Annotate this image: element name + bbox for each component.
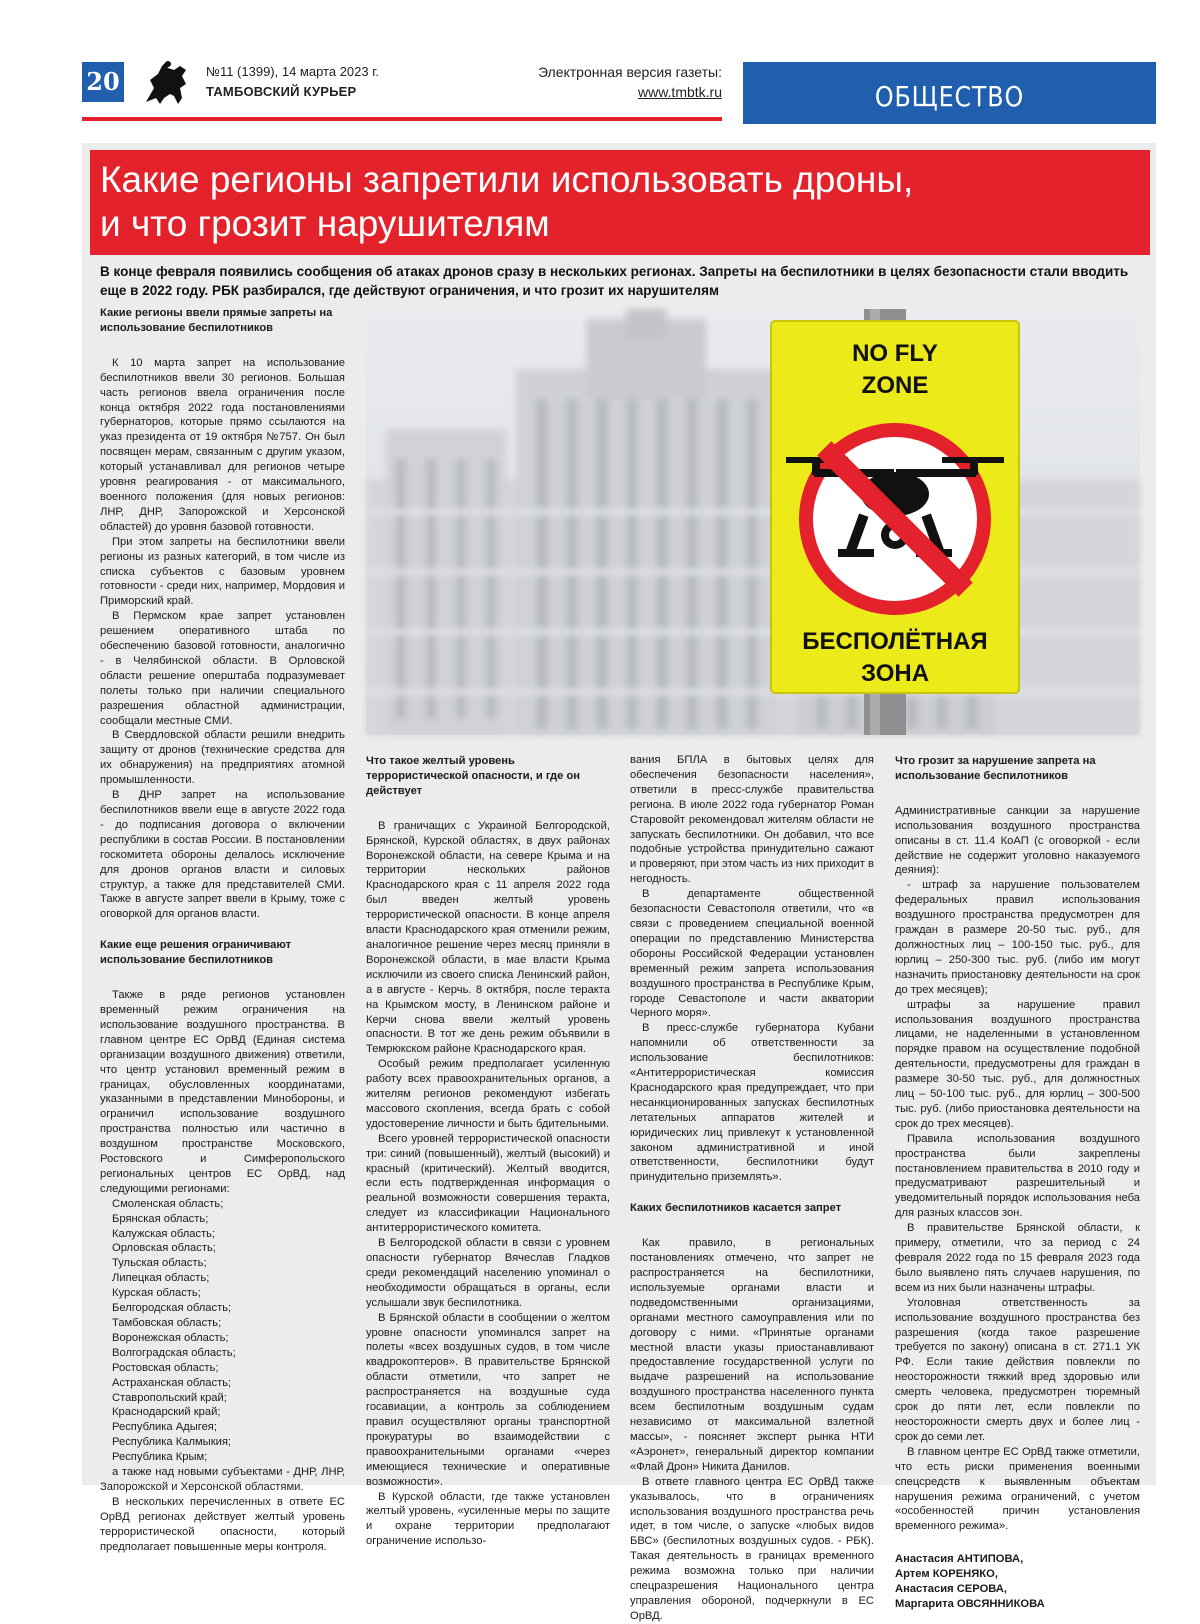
publication-name: ТАМБОВСКИЙ КУРЬЕР — [206, 84, 357, 99]
issue-number: №11 (1399), 14 марта 2023 г. — [206, 64, 379, 79]
article-photo — [366, 309, 1140, 735]
list-item: Тамбовская область; — [112, 1317, 222, 1329]
paragraph: В правительстве Брянской области, к примеру, отметили, что за период с 24 февраля 2022 года по 15 февраля 2023 года было выявлено пять случаев нарушения, по всем из них были назначены штрафы. — [895, 1222, 1140, 1294]
list-item: Смоленская область; — [112, 1197, 224, 1210]
sign-text-no-fly: NO FLY — [852, 340, 938, 367]
no-fly-zone-photo — [366, 309, 1140, 735]
sign-text-besp: БЕСПОЛЁТНАЯ — [802, 628, 988, 655]
section-tab — [743, 62, 1156, 124]
list-item: Республика Крым; — [112, 1451, 208, 1464]
paragraph: вания БПЛА в бытовых целях для обеспечения безопасности населения», ответили в пресс-службе правительства региона. В июле 2022 года губернатор Роман Старовойт рекомендовал жителям области не запускать беспилотники. Он добавил, что все подобные устройства принудительно сажают и проверяют, при этом часть из них приходит в негодность. — [630, 754, 874, 886]
list-item: Орловская область; — [112, 1242, 216, 1255]
paragraph: При этом запреты на беспилотники ввели регионы из разных категорий, в том числе из списка субъектов с базовым уровнем готовности - среди них, например, Мордовия и Приморский край. — [100, 535, 345, 608]
paragraph: Особый режим предполагает усиленную работу всех правоохранительных органов, а жителям регионов рекомендуют избегать массового скопления, всегда брать с собой удостоверение личности и быть бдительными. — [366, 1058, 610, 1130]
paragraph: В Пермском крае запрет установлен решением оперативного штаба по обеспечению базовой готовности, аналогично - в Челябинской области. В Орловской области решение оперштаба подразумевает полеты только при наличии специального разрешения областной администрации, сообщали местные СМИ. — [100, 610, 345, 727]
sign-text-zone: ZONE — [861, 372, 929, 399]
list-item: Республика Адыгея; — [112, 1421, 217, 1434]
column-1 — [100, 306, 345, 1555]
horseman-logo-icon — [140, 58, 194, 108]
paragraph: Уголовная ответственность за использование воздушного пространства без разрешения (когда такое разрешение требуется по закону) описана в ст. 271.1 УК РФ. Если такие действия повлекли по неосторожности тяжкий вред здоровью или смерть человека, предусмотрен тюремный срок до пяти лет, если повлекли по неосторожности смерть двух и более лиц - срок до семи лет. — [895, 1296, 1140, 1443]
paragraph: Правила использования воздушного пространства были закреплены постановлением правительства в 2010 году и предусматривают разрешительный и уведомительный порядок использования неба для разных классов зон. — [895, 1132, 1140, 1220]
paragraph: В Брянской области в сообщении о желтом уровне опасности упоминался запрет на полеты «всех воздушных судов, в том числе квадрокоптеров». В правительстве Брянской области отметили, что запрет не распространяется на воздушные суда госавиации, а контроль за соблюдением правил осуществляют органы транспортной прокуратуры во взаимодействии с правоохранительными органами «через имеющиеся технические и оперативные возможности». — [366, 1311, 610, 1488]
paragraph: К 10 марта запрет на использование беспилотников ввели 30 регионов. Большая часть регионов ввела ограничения после конца октября 2022 года постановлениями губернаторов, которые прямо ссылаются на указ президента от 19 октября №757. Он был посвящен мерам, связанным с другим указом, который устанавливал для регионов четыре уровня реагирования - от максимального, военного положения (для новых регионов: ЛНР, ДНР, Запорожской и Херсонской областей) до уровня базовой готовности. — [100, 356, 345, 533]
paragraph: В главном центре ЕС ОрВД также отметили, что есть риски применения военными спецсредств к выявленным объектам нарушения режима ограничений, с учетом «особенностей причин установления временного режима». — [895, 1445, 1140, 1533]
paragraph: В Свердловской области решили внедрить защиту от дронов (технические средства для их обнаружения) на предприятиях атомной промышленности. — [100, 729, 345, 787]
page-number: 20 — [82, 62, 124, 102]
paragraph: Как правило, в региональных постановлениях отмечено, что запрет не распространяется на беспилотники, используемые органами власти и подведомственными организациями, органами местного самоуправления или по договору с ними. «Принятые органами местной власти указы приостанавливают предоставление государственной услуги по выдаче разрешений на использование воздушного пространства населенного пункта всем беспилотным воздушным судам независимо от максимальной взлетной массы», - поясняет эксперт рынка НТИ «Аэронет», генеральный директор компании «Флай Дрон» Никита Данилов. — [630, 1237, 874, 1473]
list-item: Краснодарский край; — [112, 1406, 221, 1419]
article-lead: В конце февраля появились сообщения об атаках дронов сразу в нескольких регионах. Запреты на беспилотники в целях безопасности стали вводить еще в 2022 году. РБК разбирался, где действуют ограничения, и что грозит их нарушителям — [100, 264, 1129, 298]
list-item: Астраханская область; — [112, 1376, 232, 1389]
author: Артем КОРЕНЯКО, — [895, 1568, 998, 1581]
paragraph: Также в ряде регионов установлен временный режим ограничения на использование воздушного пространства. В главном центре ЕС ОрВД (Единая система организации воздушного движения) ответили, что центр установил временный режим в границах, обусловленных координатами, указанными в представлении Минобороны, и ограничил использование воздушного пространства полностью или частично в воздушном пространстве Московского, Ростовского и Симферопольского региональных центров ЕС ОрВД, над следующими регионами: — [100, 989, 345, 1195]
paragraph: а также над новыми субъектами - ДНР, ЛНР, Запорожской и Херсонской областями. — [100, 1466, 345, 1493]
subheading-which-drones: Каких беспилотников касается запрет — [630, 1202, 842, 1215]
list-item: Курская область; — [112, 1287, 201, 1300]
list-item: Волгоградская область; — [112, 1346, 236, 1359]
article-title — [100, 158, 1140, 246]
column-2 — [366, 754, 610, 1549]
column-3 — [630, 753, 874, 1624]
title-line-1: Какие регионы запретили использовать дроны, — [100, 159, 914, 200]
paragraph: Всего уровней террористической опасности три: синий (повышенный), желтый (высокий) и красный (критический). Желтый вводится, если есть подтвержденная информация о реальной возможности совершения теракта, следует из классификации Национального антитеррористического комитета. — [366, 1132, 610, 1235]
author: Анастасия АНТИПОВА, — [895, 1553, 1024, 1566]
list-item: Липецкая область; — [112, 1272, 210, 1285]
list-item: Ставропольский край; — [112, 1391, 227, 1404]
paragraph: В департаменте общественной безопасности Севастополя ответили, что «в связи с проведением специальной военной операции по представлению Министерства обороны Российской Федерации установлен временный режим запрета использования воздушного пространства в Республике Крым, городе Севастополе и части акватории Черного моря». — [630, 888, 874, 1020]
eversion-label: Электронная версия газеты: — [537, 64, 722, 80]
list-item: Ростовская область; — [112, 1361, 219, 1374]
list-item: Воронежская область; — [112, 1331, 229, 1344]
paragraph: штрафы за нарушение правил использования воздушного пространства лицами, не наделенными в установленном порядке правом на осуществление подобной деятельности, предусмотрены для граждан в размере 30-50 тыс. руб., для должностных лиц – 50-100 тыс. руб., для юрлиц – 300-500 тыс. руб. (либо приостановка деятельности на срок до трех месяцев). — [895, 998, 1140, 1130]
list-item: Республика Калмыкия; — [112, 1436, 232, 1449]
issue-info — [206, 62, 379, 102]
list-item: Брянская область; — [112, 1212, 209, 1225]
subheading-penalties: Что грозит за нарушение запрета на использование беспилотников — [895, 755, 1096, 782]
regions-list — [100, 1197, 345, 1465]
paragraph: В нескольких перечисленных в ответе ЕС ОрВД регионах действует желтый уровень террористической опасности, который предполагает повышенные меры контроля. — [100, 1495, 345, 1553]
paragraph: В ответе главного центра ЕС ОрВД также указывалось, что в ограничениях использования воздушного пространства речь идет, в том числе, о запуске «любых видов БВС» (беспилотных воздушных судов. - РБК). Такая деятельность в границах временного режима возможна только при наличии спецразрешения Национального центра управления обороной, подчеркнули в ЕС ОрВД. — [630, 1475, 874, 1622]
list-item: Белгородская область; — [112, 1302, 232, 1315]
subheading-direct-bans: Какие регионы ввели прямые запреты на использование беспилотников — [100, 307, 333, 334]
paragraph: В Курской области, где также установлен желтый уровень, «усиленные меры по защите и охране территории предполагают ограничение использо- — [366, 1490, 610, 1548]
eversion-link[interactable]: www.tmbtk.ru — [637, 84, 722, 100]
paragraph: В пресс-службе губернатора Кубани напомнили об ответственности за использование беспилотников: «Антитеррористическая комиссия Краснодарского края предупреждает, что при несанкционированных запусках беспилотных летательных аппаратов жителей и юридических лиц привлекут к установленной законом административной и иной ответственности, беспилотники будут принудительно приземлять». — [630, 1022, 874, 1184]
subheading-yellow-level: Что такое желтый уровень террористической опасности, и где он действует — [366, 755, 581, 797]
paragraph: Административные санкции за нарушение использования воздушного пространства описаны в ст. 11.4 КоАП (с оговоркой - если действие не содержит уголовно наказуемого деяния): — [895, 804, 1140, 877]
subheading-other-decisions: Какие еще решения ограничивают использование беспилотников — [100, 939, 292, 967]
column-4 — [895, 754, 1140, 1612]
article-authors — [895, 1552, 1140, 1612]
header-divider — [82, 117, 722, 121]
sign-text-zona: ЗОНА — [860, 660, 930, 687]
paragraph: В Белгородской области в связи с уровнем опасности губернатор Вячеслав Гладков среди рекомендаций населению упоминал о необходимости обращаться в органы, если услышали звук беспилотника. — [366, 1237, 610, 1309]
paragraph: - штраф за нарушение пользователем федеральных правил использования воздушного пространства предусмотрен для граждан в размере 20-50 тыс. руб., для должностных лиц – 100-150 тыс. руб., для юрлиц – 250-300 тыс. руб. (либо им могут назначить приостановку деятельности на срок до трех месяцев); — [895, 879, 1140, 996]
author: Анастасия СЕРОВА, — [895, 1583, 1007, 1596]
section-label: ОБЩЕСТВО — [874, 80, 1025, 113]
paragraph: В ДНР запрет на использование беспилотников ввели еще в августе 2022 года - до подписания договора о включении республики в состав России. В постановлении госкомитета обороны делалось исключение для дронов органов власти и силовых структур, а также для представителей СМИ. Также в августе запрет ввели в Крыму, тоже с оговоркой для органов власти. — [100, 789, 345, 921]
author: Маргарита ОВСЯННИКОВА — [895, 1597, 1045, 1610]
electronic-version — [538, 62, 722, 102]
list-item: Калужская область; — [112, 1227, 216, 1240]
title-line-2: и что грозит нарушителям — [100, 203, 550, 244]
paragraph: В граничащих с Украиной Белгородской, Брянской, Курской областях, в двух районах Воронежской области, на севере Крыма и на территории нескольких районов Краснодарского края с 11 апреля 2022 года был введен желтый уровень террористической опасности. В конце апреля власти Краснодарского края отменили режим, аналогичное решение через месяц приняли в Воронежской области, в мае власти Крыма исключили из своего списка Ленинский район, а в августе - Керчь. 8 октября, после теракта на Крымском мосту, в Ленинском районе и Керчи снова ввели желтый уровень опасности. В тот же день режим объявили в Темрюкском районе Краснодарского края. — [366, 819, 610, 1056]
list-item: Тульская область; — [112, 1257, 207, 1270]
